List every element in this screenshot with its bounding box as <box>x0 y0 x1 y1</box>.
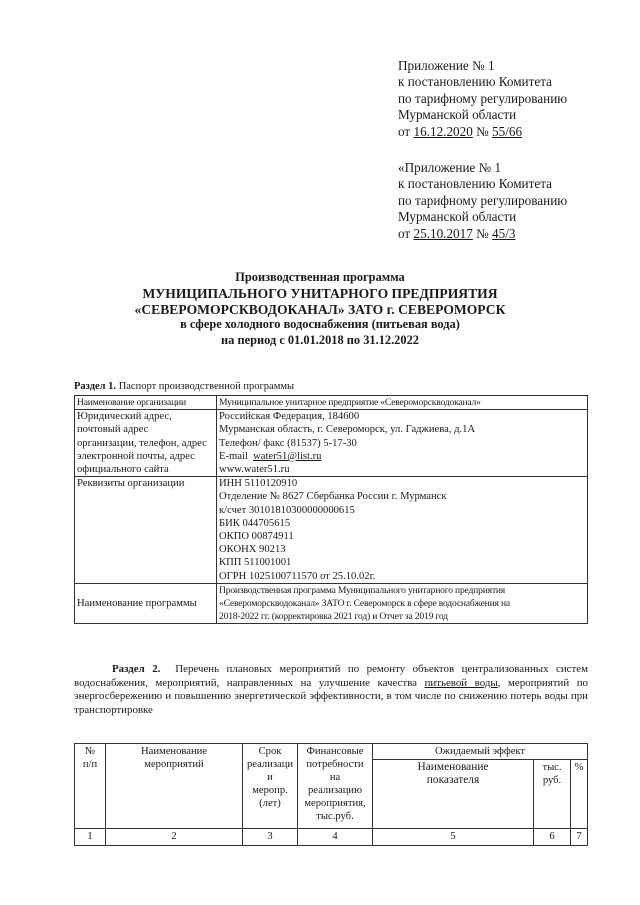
appendix-header-new <box>398 58 567 140</box>
section-1-heading: Раздел 1. Паспорт производственной программы <box>74 381 295 392</box>
appendix-number: 55/66 <box>492 123 523 139</box>
table-header-row: № п/п Наименование мероприятий Срок реализаци и меропр. (лет) Финансовые потребности на реализацию мероприятия, тыс.руб. Ожидаемый эффект <box>75 744 588 760</box>
appendix-date-line: от 25.10.2017 № 45/3 <box>398 225 516 241</box>
appendix-line: Приложение № 1 <box>398 58 495 73</box>
email-link[interactable]: water51@list.ru <box>253 450 322 462</box>
appendix-line: «Приложение № 1 <box>398 160 502 175</box>
measures-table <box>74 743 588 846</box>
table-row: Юридический адрес, почтовый адрес организации, телефон, адрес электронной почты, адрес официального сайта Российская Федерация, 184600 Мурманская область, г. Североморск, ул. Гаджиева, д.1А Телефон/ факс (81537) 5-17-30 E-mail water51@list.ru www.water51.ru <box>75 410 588 477</box>
section-2-paragraph: Раздел 2. Перечень плановых мероприятий по ремонту объектов централизованных систем водоснабжения, мероприятий, направленных на улучшение качества питьевой воды, мероприятий по энергосбережению и повышению энергетической эффективности, в том числе по снижению потерь воды при транспортировке <box>74 663 588 716</box>
table-subheader-row: Наименование показателя тыс. руб. % <box>75 760 588 829</box>
table-row: Наименование программы Производственная программа Муниципального унитарного предприятия «Североморскводоканал» ЗАТО г. Североморск в сфере водоснабжения на 2018-2022 гг. (корректировка 2021 год) и Отчет за 2019 год <box>75 583 588 624</box>
document-title: Производственная программа МУНИЦИПАЛЬНОГО УНИТАРНОГО ПРЕДПРИЯТИЯ «СЕВЕРОМОРСКВОДОКАНАЛ» ЗАТО г. СЕВЕРОМОРСК в сфере холодного водоснабжения (питьевая вода) на период с 01.01.2018 по 31.12.2022 <box>134 270 506 348</box>
appendix-header-old <box>398 160 567 242</box>
table-row: Реквизиты организации ИНН 5110120910 Отделение № 8627 Сбербанка России г. Мурманск к/счет 30101810300000000615 БИК 044705615 ОКПО 00874911 ОКОНХ 90213 КПП 511001001 ОГРН 1025100711570 от 25.10.02г. <box>75 477 588 584</box>
appendix-line: по тарифному регулированию <box>398 90 568 106</box>
appendix-number: 45/3 <box>492 225 516 241</box>
appendix-date-line: от 16.12.2020 № 55/66 <box>398 123 523 139</box>
appendix-line: Мурманской области <box>398 107 517 123</box>
appendix-line: к постановлению Комитета <box>398 74 552 90</box>
appendix-date: 16.12.2020 <box>413 123 473 139</box>
appendix-line: Мурманской области <box>398 209 517 225</box>
website-link[interactable]: www.water51.ru <box>219 464 290 476</box>
appendix-date: 25.10.2017 <box>413 225 473 241</box>
passport-table <box>74 395 588 624</box>
table-number-row: 1 2 3 4 5 6 7 <box>75 829 588 846</box>
appendix-line: по тарифному регулированию <box>398 192 568 208</box>
table-row: Наименование организации Муниципальное унитарное предприятие «Североморскводоканал» <box>75 396 588 410</box>
appendix-line: к постановлению Комитета <box>398 176 552 192</box>
